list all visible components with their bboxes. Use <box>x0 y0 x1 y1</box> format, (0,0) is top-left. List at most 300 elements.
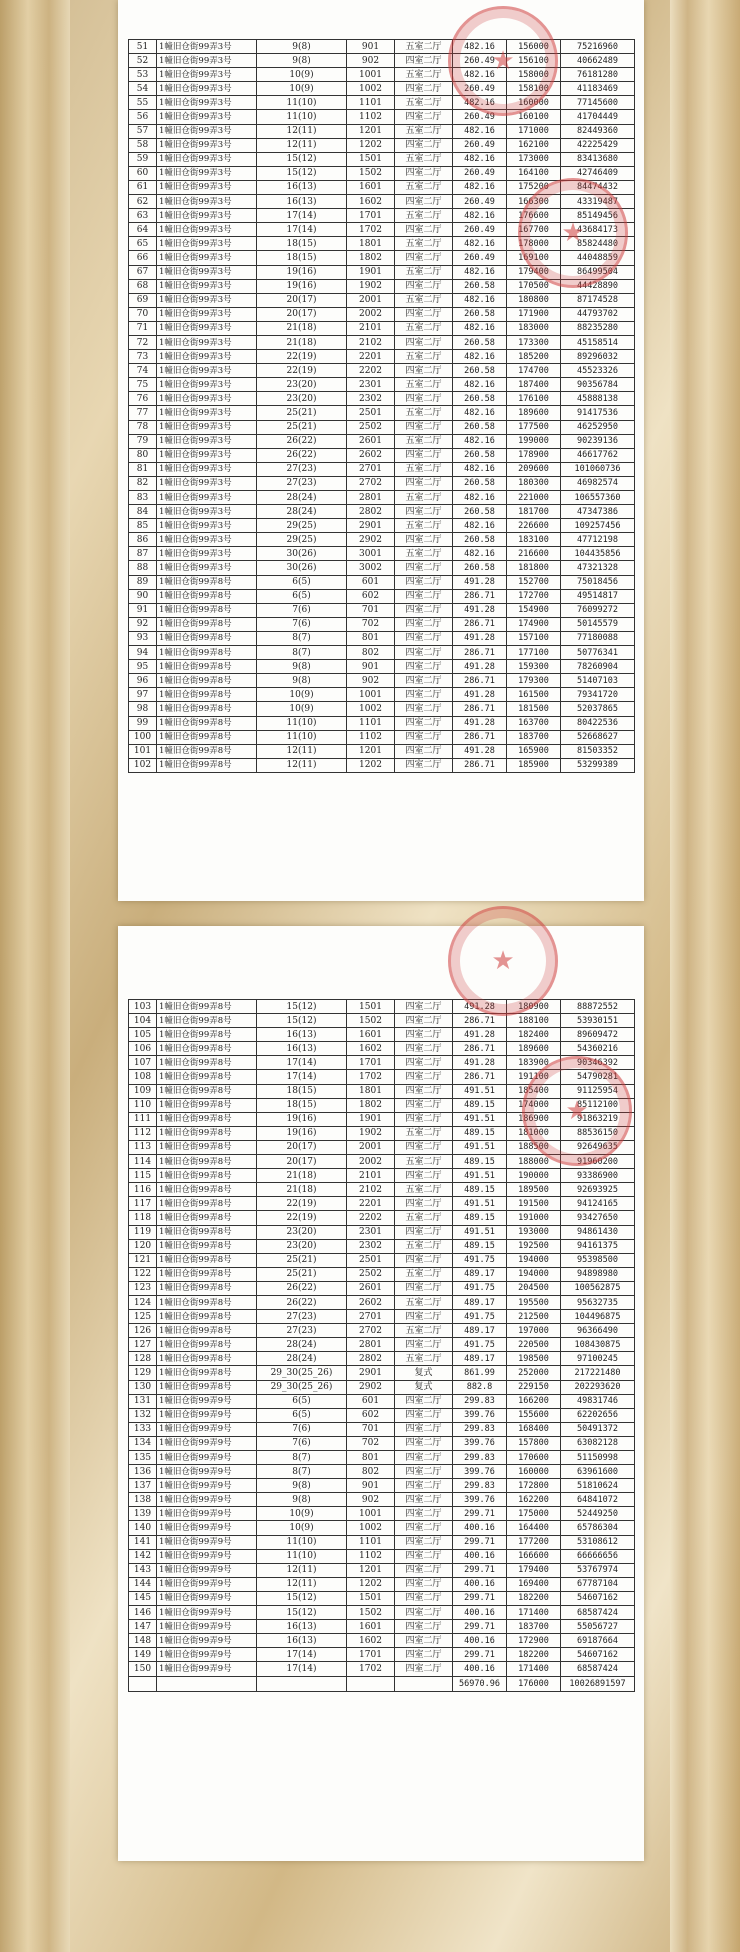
area-cell: 299.71 <box>453 1620 507 1634</box>
building-address-cell: 1幢旧仓街99弄3号 <box>157 195 257 209</box>
layout-cell: 四室二厅 <box>395 1535 453 1549</box>
row-number-cell: 149 <box>129 1648 157 1662</box>
table-row <box>129 152 635 166</box>
row-number-cell: 81 <box>129 462 157 476</box>
unit-number-cell: 2802 <box>347 505 395 519</box>
area-cell: 299.71 <box>453 1591 507 1605</box>
empty-cell <box>157 1676 257 1691</box>
layout-cell: 五室二厅 <box>395 462 453 476</box>
row-number-cell: 123 <box>129 1281 157 1295</box>
layout-cell: 五室二厅 <box>395 1211 453 1225</box>
area-cell: 400.16 <box>453 1606 507 1620</box>
area-cell: 482.16 <box>453 180 507 194</box>
row-number-cell: 117 <box>129 1197 157 1211</box>
total-price-cell: 66666656 <box>561 1549 635 1563</box>
area-cell: 260.58 <box>453 533 507 547</box>
total-price-cell: 91417536 <box>561 406 635 420</box>
floor-cell: 17(14) <box>257 1648 347 1662</box>
unit-price-cell: 191000 <box>507 1211 561 1225</box>
layout-cell: 四室二厅 <box>395 730 453 744</box>
floor-cell: 11(10) <box>257 110 347 124</box>
unit-price-cell: 182200 <box>507 1648 561 1662</box>
layout-cell: 四室二厅 <box>395 758 453 772</box>
total-price-cell: 47321328 <box>561 561 635 575</box>
area-cell: 260.58 <box>453 335 507 349</box>
unit-price-cell: 199000 <box>507 434 561 448</box>
row-number-cell: 92 <box>129 617 157 631</box>
row-number-cell: 65 <box>129 237 157 251</box>
layout-cell: 五室二厅 <box>395 1352 453 1366</box>
area-cell: 482.16 <box>453 321 507 335</box>
row-number-cell: 108 <box>129 1070 157 1084</box>
floor-cell: 23(20) <box>257 1225 347 1239</box>
building-address-cell: 1幢旧仓街99弄9号 <box>157 1507 257 1521</box>
building-address-cell: 1幢旧仓街99弄8号 <box>157 603 257 617</box>
unit-price-cell: 185400 <box>507 1084 561 1098</box>
table-row <box>129 1070 635 1084</box>
unit-number-cell: 1501 <box>347 152 395 166</box>
unit-number-cell: 1601 <box>347 1620 395 1634</box>
unit-price-cell: 174900 <box>507 617 561 631</box>
table-row <box>129 237 635 251</box>
table-row <box>129 124 635 138</box>
unit-price-cell: 173000 <box>507 152 561 166</box>
area-cell: 491.51 <box>453 1084 507 1098</box>
layout-cell: 四室二厅 <box>395 1422 453 1436</box>
total-price-cell: 83413680 <box>561 152 635 166</box>
row-number-cell: 51 <box>129 40 157 54</box>
unit-price-cell: 221000 <box>507 491 561 505</box>
seal-star-icon: ★ <box>561 218 585 248</box>
total-price-cell: 51810624 <box>561 1479 635 1493</box>
average-unit-price-cell: 176000 <box>507 1676 561 1691</box>
unit-price-cell: 195500 <box>507 1295 561 1309</box>
total-price-cell: 95398500 <box>561 1253 635 1267</box>
row-number-cell: 138 <box>129 1493 157 1507</box>
building-address-cell: 1幢旧仓街99弄8号 <box>157 716 257 730</box>
unit-number-cell: 1902 <box>347 279 395 293</box>
unit-price-cell: 182400 <box>507 1028 561 1042</box>
table-row <box>129 1056 635 1070</box>
table-row <box>129 491 635 505</box>
unit-number-cell: 901 <box>347 660 395 674</box>
unit-number-cell: 1502 <box>347 1606 395 1620</box>
row-number-cell: 135 <box>129 1451 157 1465</box>
unit-number-cell: 1201 <box>347 1563 395 1577</box>
total-price-cell: 94124165 <box>561 1197 635 1211</box>
layout-cell: 五室二厅 <box>395 491 453 505</box>
unit-price-cell: 178000 <box>507 237 561 251</box>
row-number-cell: 70 <box>129 307 157 321</box>
building-address-cell: 1幢旧仓街99弄3号 <box>157 364 257 378</box>
row-number-cell: 124 <box>129 1295 157 1309</box>
row-number-cell: 94 <box>129 646 157 660</box>
unit-number-cell: 1901 <box>347 1112 395 1126</box>
area-cell: 491.28 <box>453 716 507 730</box>
table-row <box>129 448 635 462</box>
layout-cell: 四室二厅 <box>395 1169 453 1183</box>
layout-cell: 四室二厅 <box>395 364 453 378</box>
table-row <box>129 730 635 744</box>
unit-price-cell: 189600 <box>507 1042 561 1056</box>
total-area-cell: 56970.96 <box>453 1676 507 1691</box>
row-number-cell: 116 <box>129 1183 157 1197</box>
unit-price-cell: 166600 <box>507 1549 561 1563</box>
area-cell: 491.28 <box>453 603 507 617</box>
table-row <box>129 1577 635 1591</box>
total-price-cell: 85149456 <box>561 209 635 223</box>
floor-cell: 22(19) <box>257 1211 347 1225</box>
unit-number-cell: 1202 <box>347 1577 395 1591</box>
layout-cell: 四室二厅 <box>395 1507 453 1521</box>
unit-number-cell: 1501 <box>347 1000 395 1014</box>
total-price-cell: 94898980 <box>561 1267 635 1281</box>
building-address-cell: 1幢旧仓街99弄3号 <box>157 378 257 392</box>
unit-price-cell: 181000 <box>507 1126 561 1140</box>
table-row <box>129 1112 635 1126</box>
building-address-cell: 1幢旧仓街99弄8号 <box>157 1014 257 1028</box>
layout-cell: 五室二厅 <box>395 293 453 307</box>
total-price-cell: 54360216 <box>561 1042 635 1056</box>
area-cell: 260.58 <box>453 476 507 490</box>
layout-cell: 五室二厅 <box>395 547 453 561</box>
area-cell: 482.16 <box>453 547 507 561</box>
unit-number-cell: 1001 <box>347 68 395 82</box>
total-price-cell: 49831746 <box>561 1394 635 1408</box>
row-number-cell: 89 <box>129 575 157 589</box>
row-number-cell: 63 <box>129 209 157 223</box>
total-price-cell: 52668627 <box>561 730 635 744</box>
row-number-cell: 84 <box>129 505 157 519</box>
area-cell: 399.76 <box>453 1493 507 1507</box>
total-price-cell: 62202656 <box>561 1408 635 1422</box>
row-number-cell: 91 <box>129 603 157 617</box>
row-number-cell: 57 <box>129 124 157 138</box>
table-row <box>129 195 635 209</box>
layout-cell: 四室二厅 <box>395 1662 453 1676</box>
floor-cell: 28(24) <box>257 1352 347 1366</box>
area-cell: 489.15 <box>453 1183 507 1197</box>
area-cell: 299.71 <box>453 1648 507 1662</box>
unit-price-cell: 173300 <box>507 335 561 349</box>
building-address-cell: 1幢旧仓街99弄8号 <box>157 1070 257 1084</box>
total-price-cell: 77145600 <box>561 96 635 110</box>
building-address-cell: 1幢旧仓街99弄8号 <box>157 660 257 674</box>
building-address-cell: 1幢旧仓街99弄9号 <box>157 1648 257 1662</box>
building-address-cell: 1幢旧仓街99弄3号 <box>157 279 257 293</box>
building-address-cell: 1幢旧仓街99弄9号 <box>157 1577 257 1591</box>
layout-cell: 四室二厅 <box>395 603 453 617</box>
table-row <box>129 617 635 631</box>
floor-cell: 12(11) <box>257 758 347 772</box>
total-price-cell: 89296032 <box>561 350 635 364</box>
total-price-cell: 97100245 <box>561 1352 635 1366</box>
layout-cell: 四室二厅 <box>395 448 453 462</box>
building-address-cell: 1幢旧仓街99弄3号 <box>157 40 257 54</box>
area-cell: 286.71 <box>453 674 507 688</box>
floor-cell: 12(11) <box>257 744 347 758</box>
layout-cell: 四室二厅 <box>395 1451 453 1465</box>
total-price-cell: 80422536 <box>561 716 635 730</box>
total-price-cell: 42225429 <box>561 138 635 152</box>
unit-price-cell: 174700 <box>507 364 561 378</box>
layout-cell: 五室二厅 <box>395 1183 453 1197</box>
floor-cell: 8(7) <box>257 646 347 660</box>
total-price-cell: 41183469 <box>561 82 635 96</box>
floor-cell: 21(18) <box>257 1169 347 1183</box>
table-row <box>129 646 635 660</box>
floor-cell: 22(19) <box>257 350 347 364</box>
table-row <box>129 1606 635 1620</box>
building-address-cell: 1幢旧仓街99弄8号 <box>157 744 257 758</box>
layout-cell: 四室二厅 <box>395 674 453 688</box>
unit-number-cell: 1002 <box>347 82 395 96</box>
unit-number-cell: 2601 <box>347 434 395 448</box>
row-number-cell: 99 <box>129 716 157 730</box>
total-price-cell: 53108612 <box>561 1535 635 1549</box>
unit-number-cell: 2802 <box>347 1352 395 1366</box>
table-row <box>129 716 635 730</box>
unit-number-cell: 1602 <box>347 1042 395 1056</box>
unit-number-cell: 1502 <box>347 166 395 180</box>
layout-cell: 四室二厅 <box>395 533 453 547</box>
area-cell: 260.49 <box>453 82 507 96</box>
unit-price-cell: 220500 <box>507 1338 561 1352</box>
floor-cell: 16(13) <box>257 1634 347 1648</box>
area-cell: 260.49 <box>453 54 507 68</box>
row-number-cell: 102 <box>129 758 157 772</box>
unit-price-cell: 163700 <box>507 716 561 730</box>
seal-star-icon: ★ <box>491 46 515 76</box>
table-row <box>129 166 635 180</box>
total-price-cell: 77180088 <box>561 631 635 645</box>
unit-price-cell: 183000 <box>507 321 561 335</box>
table-row <box>129 180 635 194</box>
layout-cell: 四室二厅 <box>395 307 453 321</box>
row-number-cell: 143 <box>129 1563 157 1577</box>
table-row <box>129 1281 635 1295</box>
row-number-cell: 96 <box>129 674 157 688</box>
building-address-cell: 1幢旧仓街99弄9号 <box>157 1563 257 1577</box>
floor-cell: 28(24) <box>257 491 347 505</box>
row-number-cell: 82 <box>129 476 157 490</box>
floor-cell: 9(8) <box>257 660 347 674</box>
row-number-cell: 128 <box>129 1352 157 1366</box>
building-address-cell: 1幢旧仓街99弄3号 <box>157 166 257 180</box>
row-number-cell: 132 <box>129 1408 157 1422</box>
row-number-cell: 86 <box>129 533 157 547</box>
table-row <box>129 1000 635 1014</box>
table-row <box>129 1239 635 1253</box>
table-row <box>129 1451 635 1465</box>
unit-price-cell: 170500 <box>507 279 561 293</box>
unit-price-cell: 162200 <box>507 1493 561 1507</box>
floor-cell: 19(16) <box>257 1126 347 1140</box>
price-list-page-2 <box>118 926 644 1861</box>
area-cell: 286.71 <box>453 1042 507 1056</box>
area-cell: 286.71 <box>453 589 507 603</box>
layout-cell: 四室二厅 <box>395 1648 453 1662</box>
row-number-cell: 111 <box>129 1112 157 1126</box>
area-cell: 400.16 <box>453 1521 507 1535</box>
row-number-cell: 71 <box>129 321 157 335</box>
table-row <box>129 1042 635 1056</box>
unit-number-cell: 2501 <box>347 406 395 420</box>
layout-cell: 四室二厅 <box>395 166 453 180</box>
floor-cell: 6(5) <box>257 1394 347 1408</box>
unit-price-cell: 160000 <box>507 1465 561 1479</box>
table-row <box>129 1380 635 1394</box>
price-table-2 <box>128 999 635 1692</box>
area-cell: 482.16 <box>453 350 507 364</box>
floor-cell: 9(8) <box>257 40 347 54</box>
row-number-cell: 83 <box>129 491 157 505</box>
layout-cell: 四室二厅 <box>395 420 453 434</box>
table-row <box>129 1352 635 1366</box>
floor-cell: 29(25) <box>257 519 347 533</box>
unit-number-cell: 1801 <box>347 237 395 251</box>
unit-number-cell: 802 <box>347 646 395 660</box>
row-number-cell: 67 <box>129 265 157 279</box>
unit-number-cell: 2301 <box>347 1225 395 1239</box>
table-row <box>129 335 635 349</box>
layout-cell: 五室二厅 <box>395 1126 453 1140</box>
row-number-cell: 104 <box>129 1014 157 1028</box>
unit-number-cell: 1201 <box>347 124 395 138</box>
total-price-cell: 45523326 <box>561 364 635 378</box>
building-address-cell: 1幢旧仓街99弄8号 <box>157 1380 257 1394</box>
unit-number-cell: 1602 <box>347 1634 395 1648</box>
floor-cell: 6(5) <box>257 1408 347 1422</box>
table-row <box>129 575 635 589</box>
layout-cell: 四室二厅 <box>395 1098 453 1112</box>
building-address-cell: 1幢旧仓街99弄9号 <box>157 1436 257 1450</box>
row-number-cell: 62 <box>129 195 157 209</box>
table-row <box>129 364 635 378</box>
layout-cell: 四室二厅 <box>395 561 453 575</box>
total-price-cell: 106557360 <box>561 491 635 505</box>
unit-number-cell: 1002 <box>347 702 395 716</box>
total-price-cell: 51407103 <box>561 674 635 688</box>
table-row <box>129 1521 635 1535</box>
unit-price-cell: 216600 <box>507 547 561 561</box>
unit-number-cell: 1502 <box>347 1014 395 1028</box>
row-number-cell: 110 <box>129 1098 157 1112</box>
layout-cell: 四室二厅 <box>395 617 453 631</box>
layout-cell: 四室二厅 <box>395 335 453 349</box>
area-cell: 399.76 <box>453 1436 507 1450</box>
unit-price-cell: 183900 <box>507 1056 561 1070</box>
total-price-cell: 94161375 <box>561 1239 635 1253</box>
building-address-cell: 1幢旧仓街99弄3号 <box>157 392 257 406</box>
unit-number-cell: 2202 <box>347 1211 395 1225</box>
unit-number-cell: 2101 <box>347 321 395 335</box>
layout-cell: 四室二厅 <box>395 1281 453 1295</box>
unit-price-cell: 156100 <box>507 54 561 68</box>
row-number-cell: 53 <box>129 68 157 82</box>
area-cell: 399.76 <box>453 1465 507 1479</box>
building-address-cell: 1幢旧仓街99弄9号 <box>157 1620 257 1634</box>
table-row <box>129 1169 635 1183</box>
unit-price-cell: 177100 <box>507 646 561 660</box>
row-number-cell: 73 <box>129 350 157 364</box>
floor-cell: 8(7) <box>257 1451 347 1465</box>
unit-number-cell: 1702 <box>347 223 395 237</box>
table-row <box>129 561 635 575</box>
area-cell: 482.16 <box>453 434 507 448</box>
row-number-cell: 146 <box>129 1606 157 1620</box>
row-number-cell: 88 <box>129 561 157 575</box>
unit-number-cell: 601 <box>347 575 395 589</box>
table-row <box>129 378 635 392</box>
building-address-cell: 1幢旧仓街99弄9号 <box>157 1521 257 1535</box>
empty-cell <box>257 1676 347 1691</box>
unit-number-cell: 1601 <box>347 1028 395 1042</box>
area-cell: 260.58 <box>453 420 507 434</box>
total-price-cell: 47712198 <box>561 533 635 547</box>
unit-price-cell: 182200 <box>507 1591 561 1605</box>
table-row <box>129 350 635 364</box>
unit-price-cell: 169400 <box>507 1577 561 1591</box>
row-number-cell: 68 <box>129 279 157 293</box>
floor-cell: 16(13) <box>257 1042 347 1056</box>
unit-price-cell: 181700 <box>507 505 561 519</box>
table-row <box>129 1549 635 1563</box>
table-row <box>129 744 635 758</box>
table-row <box>129 1295 635 1309</box>
floor-cell: 17(14) <box>257 1056 347 1070</box>
total-price-cell: 88235280 <box>561 321 635 335</box>
area-cell: 491.51 <box>453 1169 507 1183</box>
total-price-cell: 46617762 <box>561 448 635 462</box>
area-cell: 260.58 <box>453 364 507 378</box>
building-address-cell: 1幢旧仓街99弄8号 <box>157 688 257 702</box>
unit-price-cell: 185900 <box>507 758 561 772</box>
table-row <box>129 702 635 716</box>
total-price-cell: 69187664 <box>561 1634 635 1648</box>
unit-price-cell: 209600 <box>507 462 561 476</box>
total-row <box>129 1676 635 1691</box>
table-row <box>129 1324 635 1338</box>
table-row <box>129 505 635 519</box>
layout-cell: 四室二厅 <box>395 660 453 674</box>
unit-number-cell: 2801 <box>347 1338 395 1352</box>
floor-cell: 15(12) <box>257 1014 347 1028</box>
building-address-cell: 1幢旧仓街99弄3号 <box>157 265 257 279</box>
building-address-cell: 1幢旧仓街99弄8号 <box>157 1056 257 1070</box>
building-address-cell: 1幢旧仓街99弄8号 <box>157 1042 257 1056</box>
row-number-cell: 119 <box>129 1225 157 1239</box>
total-price-cell: 85112100 <box>561 1098 635 1112</box>
total-price-cell: 44428890 <box>561 279 635 293</box>
row-number-cell: 150 <box>129 1662 157 1676</box>
layout-cell: 四室二厅 <box>395 1338 453 1352</box>
table-row <box>129 307 635 321</box>
area-cell: 491.28 <box>453 660 507 674</box>
floor-cell: 20(17) <box>257 1155 347 1169</box>
building-address-cell: 1幢旧仓街99弄3号 <box>157 68 257 82</box>
unit-number-cell: 2902 <box>347 1380 395 1394</box>
building-address-cell: 1幢旧仓街99弄8号 <box>157 702 257 716</box>
area-cell: 260.49 <box>453 110 507 124</box>
unit-price-cell: 171000 <box>507 124 561 138</box>
layout-cell: 四室二厅 <box>395 505 453 519</box>
layout-cell: 五室二厅 <box>395 124 453 138</box>
total-price-cell: 55056727 <box>561 1620 635 1634</box>
layout-cell: 五室二厅 <box>395 350 453 364</box>
unit-price-cell: 204500 <box>507 1281 561 1295</box>
floor-cell: 15(12) <box>257 1606 347 1620</box>
